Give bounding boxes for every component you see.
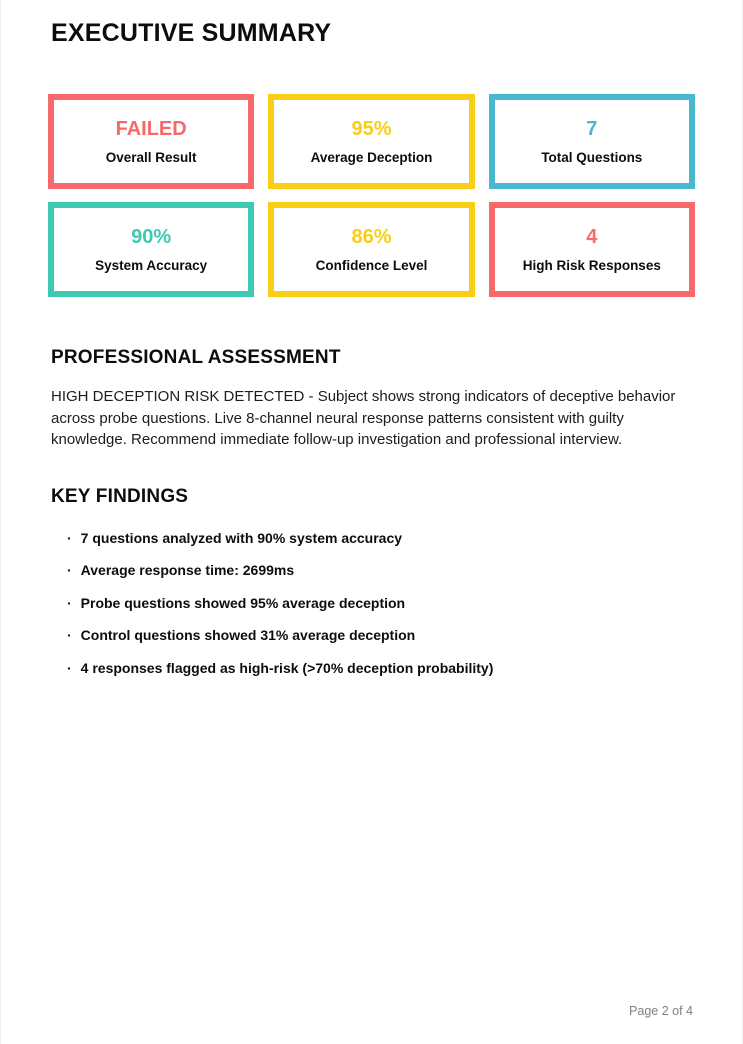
metric-card — [268, 202, 474, 297]
page-number: Page 2 of 4 — [629, 1004, 693, 1018]
metric-label: Total Questions — [541, 150, 643, 165]
finding-item — [67, 562, 692, 579]
bullet-icon: · — [67, 529, 72, 546]
metric-card — [48, 202, 254, 297]
metric-label: Confidence Level — [315, 258, 428, 273]
metric-value: FAILED — [115, 118, 187, 140]
finding-item — [67, 595, 692, 612]
metric-card — [489, 94, 695, 189]
metric-label: High Risk Responses — [522, 258, 661, 273]
finding-text: 4 responses flagged as high-risk (>70% deception probability) — [80, 659, 494, 676]
metric-card — [268, 94, 474, 189]
assessment-heading: PROFESSIONAL ASSESSMENT — [51, 347, 341, 368]
finding-item — [67, 627, 692, 644]
metric-label: System Accuracy — [95, 258, 208, 273]
bullet-icon: · — [67, 594, 72, 611]
finding-text: 7 questions analyzed with 90% system accuracy — [80, 529, 403, 546]
metric-card — [48, 94, 254, 189]
metric-value: 86% — [351, 226, 392, 248]
finding-item — [67, 530, 692, 547]
findings-heading: KEY FINDINGS — [51, 485, 189, 507]
finding-text: Control questions showed 31% average deception — [80, 627, 416, 643]
metric-card — [489, 202, 695, 297]
finding-text: Average response time: 2699ms — [80, 562, 295, 578]
page-title: EXECUTIVE SUMMARY — [51, 19, 332, 47]
finding-text: Probe questions showed 95% average deception — [80, 594, 406, 611]
metric-value: 95% — [351, 118, 392, 140]
metric-value: 4 — [586, 226, 598, 248]
metric-cards-grid — [48, 94, 695, 297]
metric-value: 7 — [586, 118, 598, 140]
bullet-icon: · — [67, 627, 72, 643]
metric-value: 90% — [131, 226, 172, 248]
metric-label: Overall Result — [105, 150, 197, 165]
assessment-body: HIGH DECEPTION RISK DETECTED - Subject shows strong indicators of deceptive behavior across probe questions. Live 8-channel neural response patterns consistent with guilty knowledge. Recommend immediate follow-up investigation and professional interview. — [51, 388, 676, 448]
metric-label: Average Deception — [310, 150, 433, 165]
bullet-icon: · — [67, 659, 72, 676]
bullet-icon: · — [67, 562, 72, 578]
finding-item — [67, 660, 692, 677]
findings-list — [67, 530, 692, 677]
